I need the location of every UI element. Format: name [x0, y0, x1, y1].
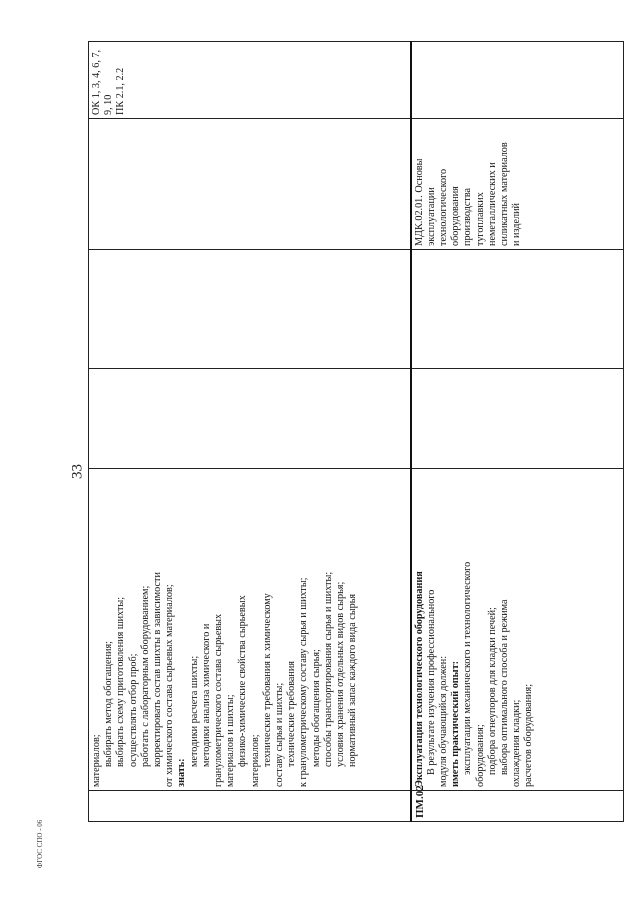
hours-cell [89, 250, 411, 369]
text-line: материалов и шихты; [225, 694, 237, 787]
course-cell [89, 119, 411, 250]
competency-table [88, 42, 623, 822]
text-line: знать: [176, 758, 188, 787]
text-line: иметь практический опыт: [450, 660, 462, 787]
text-line: материалов; [249, 734, 261, 787]
text-line: составу сырья и шихты; [274, 682, 286, 787]
text-line: методики расчета шихты; [188, 655, 200, 767]
text-line: оборудования; [474, 724, 486, 787]
text-line: от химического состава сырьевых материалов; [164, 584, 176, 787]
text-line: технические требования [286, 661, 298, 767]
text-line: выбирать схему приготовления шихты; [115, 596, 127, 767]
text-line: оборудования [450, 186, 462, 246]
competencies-cell [411, 42, 624, 119]
text-line: физико-химические свойства сырьевых [237, 595, 249, 767]
module-code: ПМ.02 [411, 791, 624, 822]
text-line: гранулометрического состава сырьевых [213, 613, 225, 787]
content-cell [411, 469, 624, 791]
text-line: неметаллических и [486, 162, 498, 246]
text-line: нормативный запас каждого вида сырья [347, 593, 359, 767]
text-line: эксплуатации механического и технологического [462, 561, 474, 775]
text-line: выбирать метод обогащения; [103, 641, 115, 767]
text-line: В результате изучения профессионального [425, 589, 437, 775]
text-line: способы транспортирования сырья и шихты; [322, 571, 334, 767]
text-line: охлаждения кладки; [511, 699, 523, 787]
hours-cell [411, 250, 624, 369]
text-line: ПК 2.1, 2.2 [115, 67, 127, 115]
text-line: технологического [437, 168, 449, 246]
text-line: корректировать состав шихты в зависимости [152, 572, 164, 767]
text-line: работать с лабораторным оборудованием; [139, 585, 151, 767]
text-line: модуля обучающийся должен: [437, 655, 449, 787]
table-row [411, 42, 624, 822]
text-line: производства [462, 187, 474, 246]
text-line: условия хранения отдельных видов сырья; [335, 581, 347, 767]
text-line: 9, 10 [103, 94, 115, 115]
content-cell [89, 469, 411, 791]
text-line: методы обогащения сырья; [310, 649, 322, 767]
text-line: тугоплавких [474, 192, 486, 246]
text-line: Эксплуатация технологического оборудования [413, 571, 425, 787]
text-line: технические требования к химическому [261, 593, 273, 767]
competency-lines [91, 45, 128, 115]
text-line: осуществлять отбор проб; [127, 653, 139, 767]
text-line: методики анализа химического и [200, 623, 212, 767]
text-line: расчетов оборудования; [523, 683, 535, 787]
text-line: ОК 1, 3, 4, 6, 7, [91, 49, 102, 115]
content-lines [414, 472, 536, 787]
text-line: и изделий [511, 203, 523, 246]
course-lines [414, 122, 524, 246]
course-cell [411, 119, 624, 250]
text-line: к гранулометрическому составу сырья и шихты; [298, 577, 310, 787]
text-line: выбора оптимального способа и режима [498, 599, 510, 775]
text-line: силикатных материалов [498, 142, 510, 246]
index-cell [89, 791, 411, 822]
hours-cell [411, 369, 624, 469]
footer-code: ФГОС СПО - 06 [36, 819, 44, 869]
page-number: 33 [69, 464, 86, 479]
competencies-cell [89, 42, 411, 119]
text-line: материалов; [91, 734, 102, 787]
content-lines [91, 472, 359, 787]
table-row [89, 42, 411, 822]
text-line: МДК.02.01. Основы [413, 158, 425, 246]
text-line: подбора огнеупоров для кладки печей; [486, 607, 498, 775]
text-line: эксплуатации [425, 187, 437, 246]
hours-cell [89, 369, 411, 469]
